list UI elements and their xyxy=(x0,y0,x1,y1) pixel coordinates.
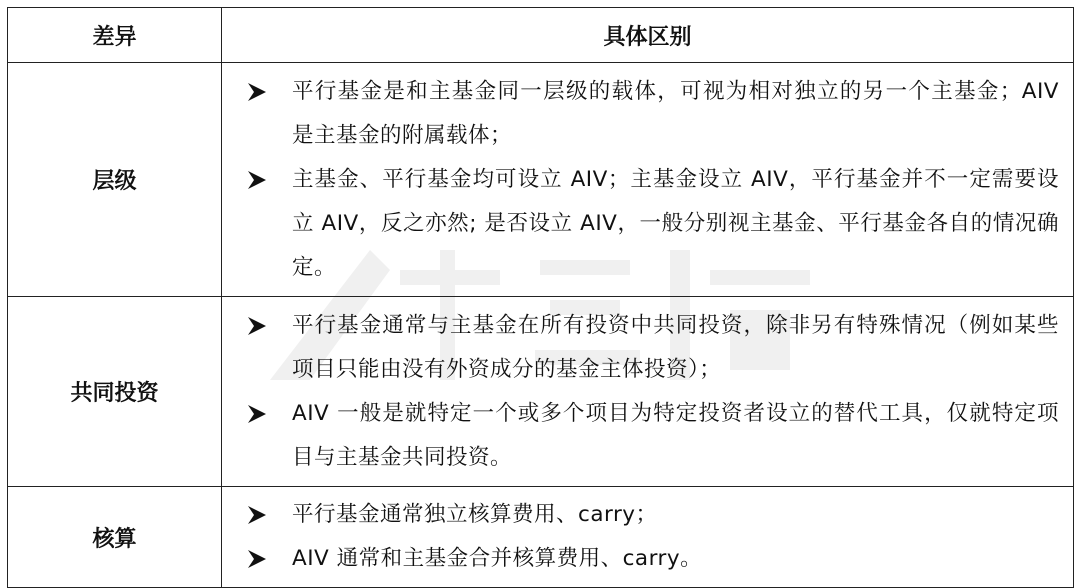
header-details: 具体区别 xyxy=(222,8,1074,63)
row-content-accounting xyxy=(222,487,1074,588)
table-row-co-investment xyxy=(8,297,1074,487)
table-header-row xyxy=(8,8,1074,63)
row-content-level xyxy=(222,63,1074,297)
bullet-list xyxy=(222,487,1073,587)
row-label-accounting: 核算 xyxy=(8,487,222,588)
list-item-text: 平行基金通常独立核算费用、carry； xyxy=(292,502,658,527)
list-item xyxy=(246,158,1059,290)
bullet-list xyxy=(222,64,1073,296)
list-item-text: AIV 一般是就特定一个或多个项目为特定投资者设立的替代工具，仅就特定项目与主基金共同投资。 xyxy=(292,400,1059,470)
list-item-text: 平行基金通常与主基金在所有投资中共同投资，除非另有特殊情况（例如某些项目只能由没有外资成分的基金主体投资）； xyxy=(292,312,1059,382)
list-item-text: 主基金、平行基金均可设立 AIV；主基金设立 AIV，平行基金并不一定需要设立 AIV，反之亦然; 是否设立 AIV，一般分别视主基金、平行基金各自的情况确定。 xyxy=(292,166,1059,280)
bullet-list xyxy=(222,298,1073,486)
list-item xyxy=(246,537,1059,581)
row-content-co-investment xyxy=(222,297,1074,487)
list-item xyxy=(246,493,1059,537)
arrow-bullet-icon xyxy=(246,537,270,581)
list-item-text: AIV 通常和主基金合并核算费用、carry。 xyxy=(292,546,703,571)
list-item xyxy=(246,304,1059,392)
arrow-bullet-icon xyxy=(246,392,270,436)
list-item xyxy=(246,70,1059,158)
row-label-level: 层级 xyxy=(8,63,222,297)
arrow-bullet-icon xyxy=(246,70,270,114)
arrow-bullet-icon xyxy=(246,304,270,348)
arrow-bullet-icon xyxy=(246,158,270,202)
row-label-co-investment: 共同投资 xyxy=(8,297,222,487)
header-difference: 差异 xyxy=(8,8,222,63)
arrow-bullet-icon xyxy=(246,493,270,537)
list-item-text: 平行基金是和主基金同一层级的载体，可视为相对独立的另一个主基金；AIV 是主基金的附属载体； xyxy=(292,78,1059,148)
table-row-level xyxy=(8,63,1074,297)
list-item xyxy=(246,392,1059,480)
comparison-table xyxy=(7,7,1074,588)
table-row-accounting xyxy=(8,487,1074,588)
